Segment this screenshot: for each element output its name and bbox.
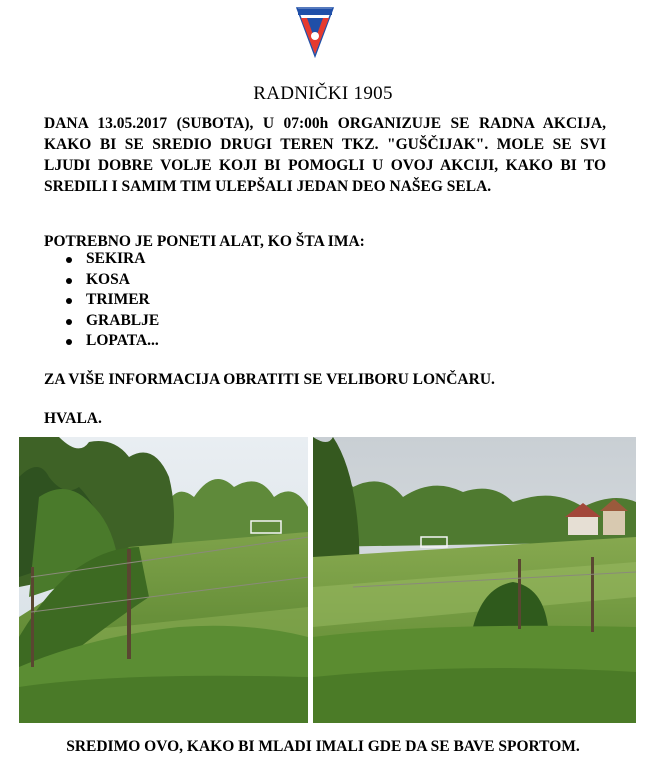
list-item: GRABLJE — [44, 311, 159, 332]
thanks-text: HVALA. — [44, 410, 102, 427]
club-crest-icon — [295, 6, 335, 58]
contact-info: ZA VIŠE INFORMACIJA OBRATITI SE VELIBORU LONČARU. — [44, 371, 495, 388]
page-title: RADNIČKI 1905 — [253, 82, 393, 104]
list-item: TRIMER — [44, 290, 159, 311]
list-item: LOPATA... — [44, 331, 159, 352]
tools-heading: POTREBNO JE PONETI ALAT, KO ŠTA IMA: — [44, 233, 365, 250]
field-photo-left — [19, 437, 308, 723]
intro-paragraph: DANA 13.05.2017 (SUBOTA), U 07:00h ORGANIZUJE SE RADNA AKCIJA, KAKO BI SE SREDIO DRUGI TEREN TKZ. "GUŠČIJAK". MOLE SE SVI LJUDI DOBRE VOLJE KOJI BI POMOGLI U OVOJ AKCIJI, KAKO BI TO SREDILI I SAMIM TIM ULEPŠALI JEDAN DEO NAŠEG SELA. — [44, 115, 606, 195]
field-photo-right — [313, 437, 636, 723]
footer-slogan: SREDIMO OVO, KAKO BI MLADI IMALI GDE DA SE BAVE SPORTOM. — [66, 738, 580, 755]
list-item: SEKIRA — [44, 249, 159, 270]
tools-list — [44, 249, 159, 352]
list-item: KOSA — [44, 270, 159, 291]
